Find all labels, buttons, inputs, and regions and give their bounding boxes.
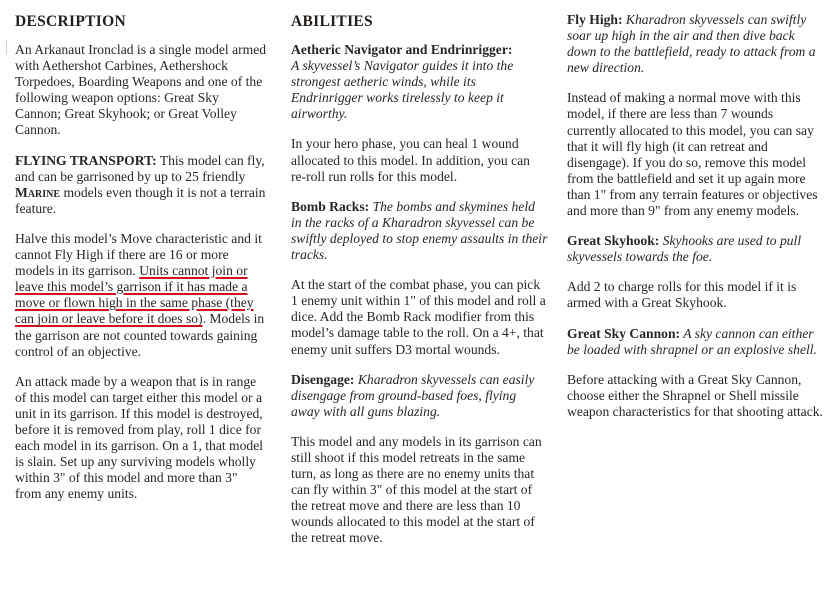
abilities-column <box>291 12 548 561</box>
bomb-racks-rules: At the start of the combat phase, you can pick 1 enemy unit within 1" of this model and roll a dice. Add the Bomb Rack modifier from this model’s damage table to the roll. On a 4+, that enemy unit suffers D3 mortal wounds. <box>291 277 546 357</box>
halve-move-tail: . Models in the garrison are not counted towards gaining control of an objective. <box>15 311 265 359</box>
description-column <box>15 12 267 516</box>
navigator-title: Aetheric Navigator and Endrinrigger: <box>291 42 513 57</box>
bomb-racks-title: Bomb Racks: <box>291 198 370 214</box>
navigator-ability <box>291 42 548 122</box>
flying-transport-text-a: This model can fly, and can be garrisoned by up to 25 friendly <box>15 152 265 184</box>
halve-move-rule <box>15 231 267 360</box>
flying-transport-text-b: models even though it is not a terrain feature. <box>15 184 266 216</box>
attack-targeting-rule: An attack made by a weapon that is in range of this model can target either this model or a unit in its garrison. If this model is destroyed, before it is removed from play, roll 1 dice for each model in its garrison. On a 1, that model is slain. Set up any surviving models wholly within 3" of this model and more than 3" from any enemy units. <box>15 373 264 502</box>
navigator-rules: In your hero phase, you can heal 1 wound allocated to this model. In addition, you can re-roll run rolls for this model. <box>291 136 530 184</box>
great-sky-cannon-title: Great Sky Cannon: <box>567 325 681 341</box>
great-skyhook-title: Great Skyhook: <box>567 233 660 249</box>
disengage-rules: This model and any models in its garrison can still shoot if this model retreats in the same turn, as long as there are no enemy units that can fly within 3" of this model at the start of the retreat move and there are less than 10 wounds allocated to this model at the start of the retreat move. <box>291 433 542 546</box>
fly-high-ability <box>567 12 825 76</box>
great-sky-cannon-flavor: A sky cannon can either be loaded with shrapnel or an explosive shell. <box>567 325 817 357</box>
great-skyhook-rules: Add 2 to charge rolls for this model if it is armed with a Great Skyhook. <box>567 279 797 311</box>
underlined-garrison-restriction: Units cannot join or leave this model’s garrison if it has made a move or flown high in the same phase (they can join or leave before it does so) <box>15 263 254 327</box>
bomb-racks-flavor: The bombs and skymines held in the racks of a Kharadron skyvessel can be swiftly deployed to stop enemy assaults in their tracks. <box>291 198 548 263</box>
flying-transport-rule <box>15 153 267 217</box>
great-skyhook-ability <box>567 233 825 265</box>
bomb-racks-ability <box>291 199 548 263</box>
margin-mark <box>6 40 9 54</box>
abilities-column-continued <box>567 12 825 434</box>
halve-move-text: Halve this model’s Move characteristic and it cannot Fly High if there are 16 or more models in its garrison. <box>15 230 262 279</box>
disengage-ability <box>291 372 548 420</box>
abilities-heading: ABILITIES <box>291 13 373 30</box>
fly-high-flavor: Kharadron skyvessels can swiftly soar up high in the air and then dive back down to the battlefield, ready to attack from a new direction. <box>567 12 816 76</box>
description-intro: An Arkanaut Ironclad is a single model armed with Aethershot Carbines, Aethershock Torpedoes, Boarding Weapons and one of the following weapon options: Great Sky Cannon; Great Skyhook; or Great Volley Cannon. <box>15 42 267 138</box>
great-sky-cannon-ability <box>567 326 825 358</box>
navigator-flavor: A skyvessel’s Navigator guides it into the strongest aetheric winds, while its Endrinrigger works tirelessly to keep it airworthy. <box>291 58 514 122</box>
disengage-title: Disengage: <box>291 371 355 387</box>
great-sky-cannon-rules: Before attacking with a Great Sky Cannon, choose either the Shrapnel or Shell missile weapon characteristics for that shooting attack. <box>567 371 823 419</box>
flying-transport-title: FLYING TRANSPORT: <box>15 152 157 168</box>
great-skyhook-flavor: Skyhooks are used to pull skyvessels towards the foe. <box>567 233 802 265</box>
marine-keyword: Marine <box>15 184 61 200</box>
disengage-flavor: Kharadron skyvessels can easily disengage from ground-based foes, flying away with all guns blazing. <box>291 371 535 419</box>
description-heading: DESCRIPTION <box>15 13 126 30</box>
fly-high-rules: Instead of making a normal move with this model, if there are less than 7 wounds currently allocated to this model, you can say that it will fly high (it can retreat and disengage). If you do so, remove this model from the battlefield and set it up again more than 1" from any terrain features or objectives and more than 9" from any enemy models. <box>567 90 818 219</box>
fly-high-title: Fly High: <box>567 12 623 27</box>
